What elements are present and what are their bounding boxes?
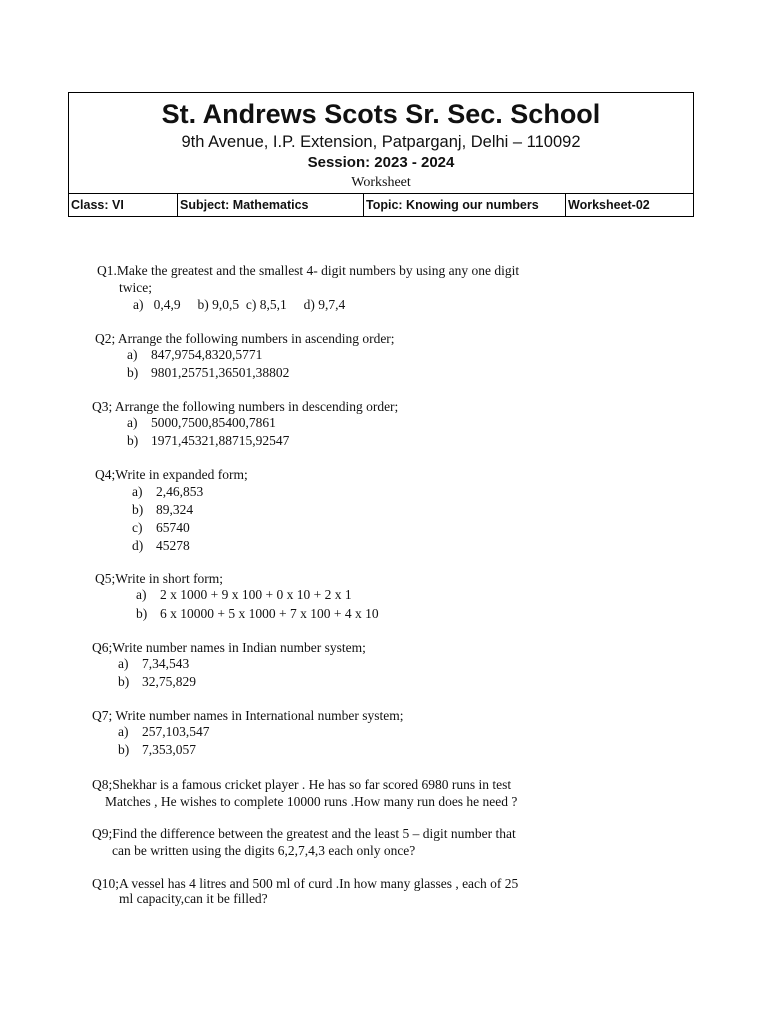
question-4-option-a: a) 2,46,853 <box>132 484 204 499</box>
question-7-option-b: b) 7,353,057 <box>118 742 196 757</box>
question-6-option-b: b) 32,75,829 <box>118 674 196 689</box>
question-4-option-b: b) 89,324 <box>132 502 194 517</box>
question-7: Q7; Write number names in International number system; <box>92 708 404 723</box>
question-2: Q2; Arrange the following numbers in ascending order; <box>95 331 395 346</box>
question-8-continued: Matches , He wishes to complete 10000 runs .How many run does he need ? <box>105 794 518 809</box>
question-4-option-c: c) 65740 <box>132 520 190 535</box>
question-9: Q9;Find the difference between the greatest and the least 5 – digit number that <box>92 826 516 841</box>
question-6-option-a: a) 7,34,543 <box>118 656 190 671</box>
school-name: St. Andrews Scots Sr. Sec. School <box>161 99 601 129</box>
class-cell: Class: VI <box>71 198 124 212</box>
question-6: Q6;Write number names in Indian number system; <box>92 640 366 655</box>
question-4: Q4;Write in expanded form; <box>95 467 248 482</box>
school-address: 9th Avenue, I.P. Extension, Patparganj, Delhi – 110092 <box>181 133 581 151</box>
question-8: Q8;Shekhar is a famous cricket player . He has so far scored 6980 runs in test <box>92 777 512 792</box>
school-header <box>68 92 694 217</box>
session-label: Session: 2023 - 2024 <box>307 154 455 171</box>
question-1-options: a) 0,4,9 b) 9,0,5 c) 8,5,1 d) 9,7,4 <box>133 297 346 312</box>
question-5-option-a: a) 2 x 1000 + 9 x 100 + 0 x 10 + 2 x 1 <box>136 587 352 602</box>
question-3-option-b: b) 1971,45321,88715,92547 <box>127 433 290 448</box>
question-5: Q5;Write in short form; <box>95 571 224 586</box>
question-2-option-a: a) 847,9754,8320,5771 <box>127 347 263 362</box>
question-3: Q3; Arrange the following numbers in descending order; <box>92 399 399 414</box>
question-1-continued: twice; <box>119 280 152 295</box>
subject-cell: Subject: Mathematics <box>177 194 363 217</box>
question-7-option-a: a) 257,103,547 <box>118 724 210 739</box>
worksheet-label: Worksheet <box>351 175 411 190</box>
info-row <box>69 193 693 217</box>
question-10-continued: ml capacity,can it be filled? <box>119 891 268 906</box>
worksheet-number-cell: Worksheet-02 <box>565 194 693 217</box>
question-2-option-b: b) 9801,25751,36501,38802 <box>127 365 290 380</box>
question-5-option-b: b) 6 x 10000 + 5 x 1000 + 7 x 100 + 4 x 10 <box>136 606 379 621</box>
question-3-option-a: a) 5000,7500,85400,7861 <box>127 415 276 430</box>
topic-cell: Topic: Knowing our numbers <box>363 194 565 217</box>
question-10: Q10;A vessel has 4 litres and 500 ml of curd .In how many glasses , each of 25 <box>92 876 519 891</box>
question-1: Q1.Make the greatest and the smallest 4- digit numbers by using any one digit <box>97 263 520 278</box>
question-9-continued: can be written using the digits 6,2,7,4,3 each only once? <box>112 843 416 858</box>
question-4-option-d: d) 45278 <box>132 538 190 553</box>
